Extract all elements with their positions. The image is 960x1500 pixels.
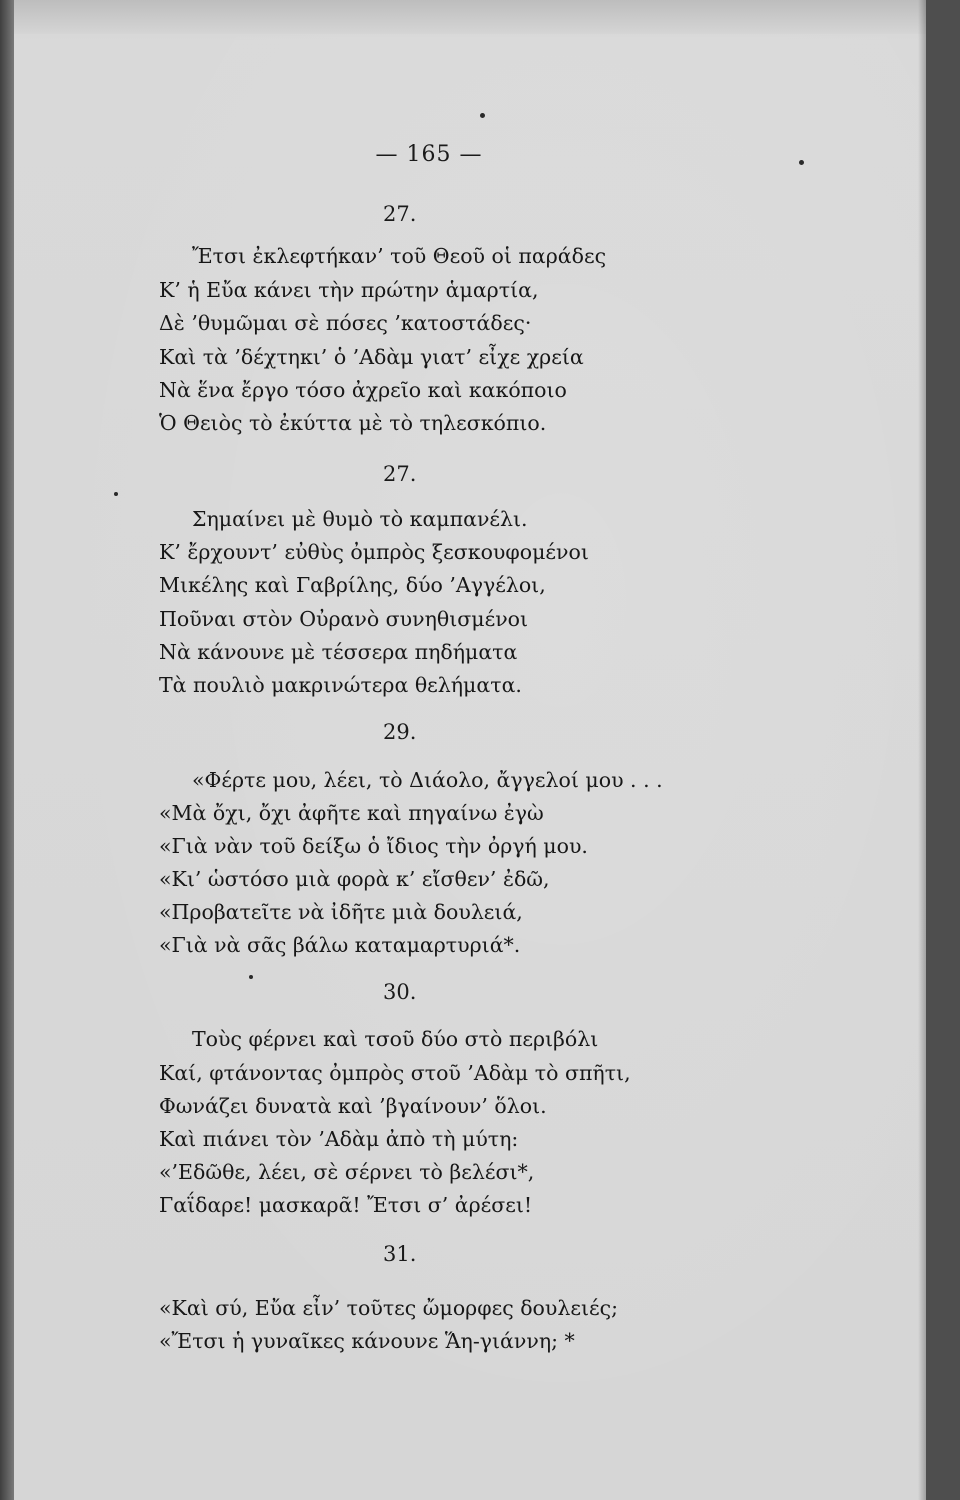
stanza-number: 29. bbox=[383, 720, 417, 744]
verse-line: «Ἔτσι ἡ γυναῖκες κάνουνε Ἅη-γιάννη; * bbox=[159, 1329, 575, 1353]
verse-line: Κ’ ἡ Εὔα κάνει τὴν πρώτην ἁμαρτία, bbox=[159, 278, 539, 302]
verse-line: «Φέρτε μου, λέει, τὸ Διάολο, ἄγγελοί μου . . . bbox=[192, 768, 663, 792]
verse-line: Φωνάζει δυνατὰ καὶ ’βγαίνουν’ ὅλοι. bbox=[159, 1094, 547, 1118]
book-page bbox=[14, 0, 926, 1500]
verse-line: Ἔτσι ἐκλεφτήκαν’ τοῦ Θεοῦ οἱ παράδες bbox=[192, 244, 607, 268]
verse-line: Τοὺς φέρνει καὶ τσοῦ δύο στὸ περιβόλι bbox=[192, 1027, 599, 1051]
verse-line: Σημαίνει μὲ θυμὸ τὸ καμπανέλι. bbox=[192, 507, 528, 531]
verse-line: «Καὶ σύ, Εὔα εἶν’ τοῦτες ὤμορφες δουλειές; bbox=[159, 1296, 618, 1320]
verse-line: Τὰ πουλιὸ μακρινώτερα θελήματα. bbox=[159, 673, 522, 697]
stanza-number: 27. bbox=[383, 202, 417, 226]
verse-line: Καὶ πιάνει τὸν ’Αδὰμ ἀπὸ τὴ μύτη: bbox=[159, 1127, 519, 1151]
ink-speck bbox=[114, 492, 118, 496]
stanza-number: 31. bbox=[383, 1242, 417, 1266]
verse-line: Γαΐδαρε! μασκαρᾶ! Ἔτσι σ’ ἀρέσει! bbox=[159, 1193, 533, 1217]
stanza-number: 30. bbox=[383, 980, 417, 1004]
verse-line: Νὰ ἕνα ἔργο τόσο ἀχρεῖο καὶ κακόποιο bbox=[159, 378, 567, 402]
verse-line: «’Εδῶθε, λέει, σὲ σέρνει τὸ βελέσι*, bbox=[159, 1160, 535, 1184]
scan-left-edge bbox=[0, 0, 14, 1500]
verse-line: «Μὰ ὄχι, ὄχι ἀφῆτε καὶ πηγαίνω ἐγὼ bbox=[159, 801, 544, 825]
verse-line: Ποῦναι στὸν Οὐρανὸ συνηθισμένοι bbox=[159, 607, 529, 631]
page-top-edge bbox=[14, 0, 926, 34]
page-number: — 165 — bbox=[375, 142, 483, 167]
verse-line: «Γιὰ νὰ σᾶς βάλω καταμαρτυριά*. bbox=[159, 933, 521, 957]
verse-line: «Προβατεῖτε νὰ ἰδῆτε μιὰ δουλειά, bbox=[159, 900, 523, 924]
page-right-shadow bbox=[918, 0, 926, 1500]
verse-line: Νὰ κάνουνε μὲ τέσσερα πηδήματα bbox=[159, 640, 518, 664]
verse-line: Δὲ ’θυμῶμαι σὲ πόσες ’κατοστάδες· bbox=[159, 311, 532, 335]
verse-line: «Κι’ ὡστόσο μιὰ φορὰ κ’ εἴσθεν’ ἐδῶ, bbox=[159, 867, 550, 891]
ink-speck bbox=[249, 975, 253, 979]
verse-line: «Γιὰ νὰν τοῦ δείξω ὁ ἴδιος τὴν ὀργή μου. bbox=[159, 834, 588, 858]
ink-speck bbox=[480, 113, 485, 118]
verse-line: Μικέλης καὶ Γαβρίλης, δύο ’Αγγέλοι, bbox=[159, 573, 546, 597]
stanza-number: 27. bbox=[383, 462, 417, 486]
verse-line: Κ’ ἔρχουντ’ εὐθὺς ὀμπρὸς ξεσκουφομένοι bbox=[159, 540, 589, 564]
verse-line: Ὁ Θειὸς τὸ ἐκύττα μὲ τὸ τηλεσκόπιο. bbox=[159, 411, 547, 435]
verse-line: Καὶ τὰ ’δέχτηκι’ ὁ ’Αδὰμ γιατ’ εἶχε χρεία bbox=[159, 345, 584, 369]
verse-line: Καί, φτάνοντας ὀμπρὸς στοῦ ’Αδὰμ τὸ σπῆτι, bbox=[159, 1061, 631, 1085]
scan-right-edge bbox=[926, 0, 960, 1500]
